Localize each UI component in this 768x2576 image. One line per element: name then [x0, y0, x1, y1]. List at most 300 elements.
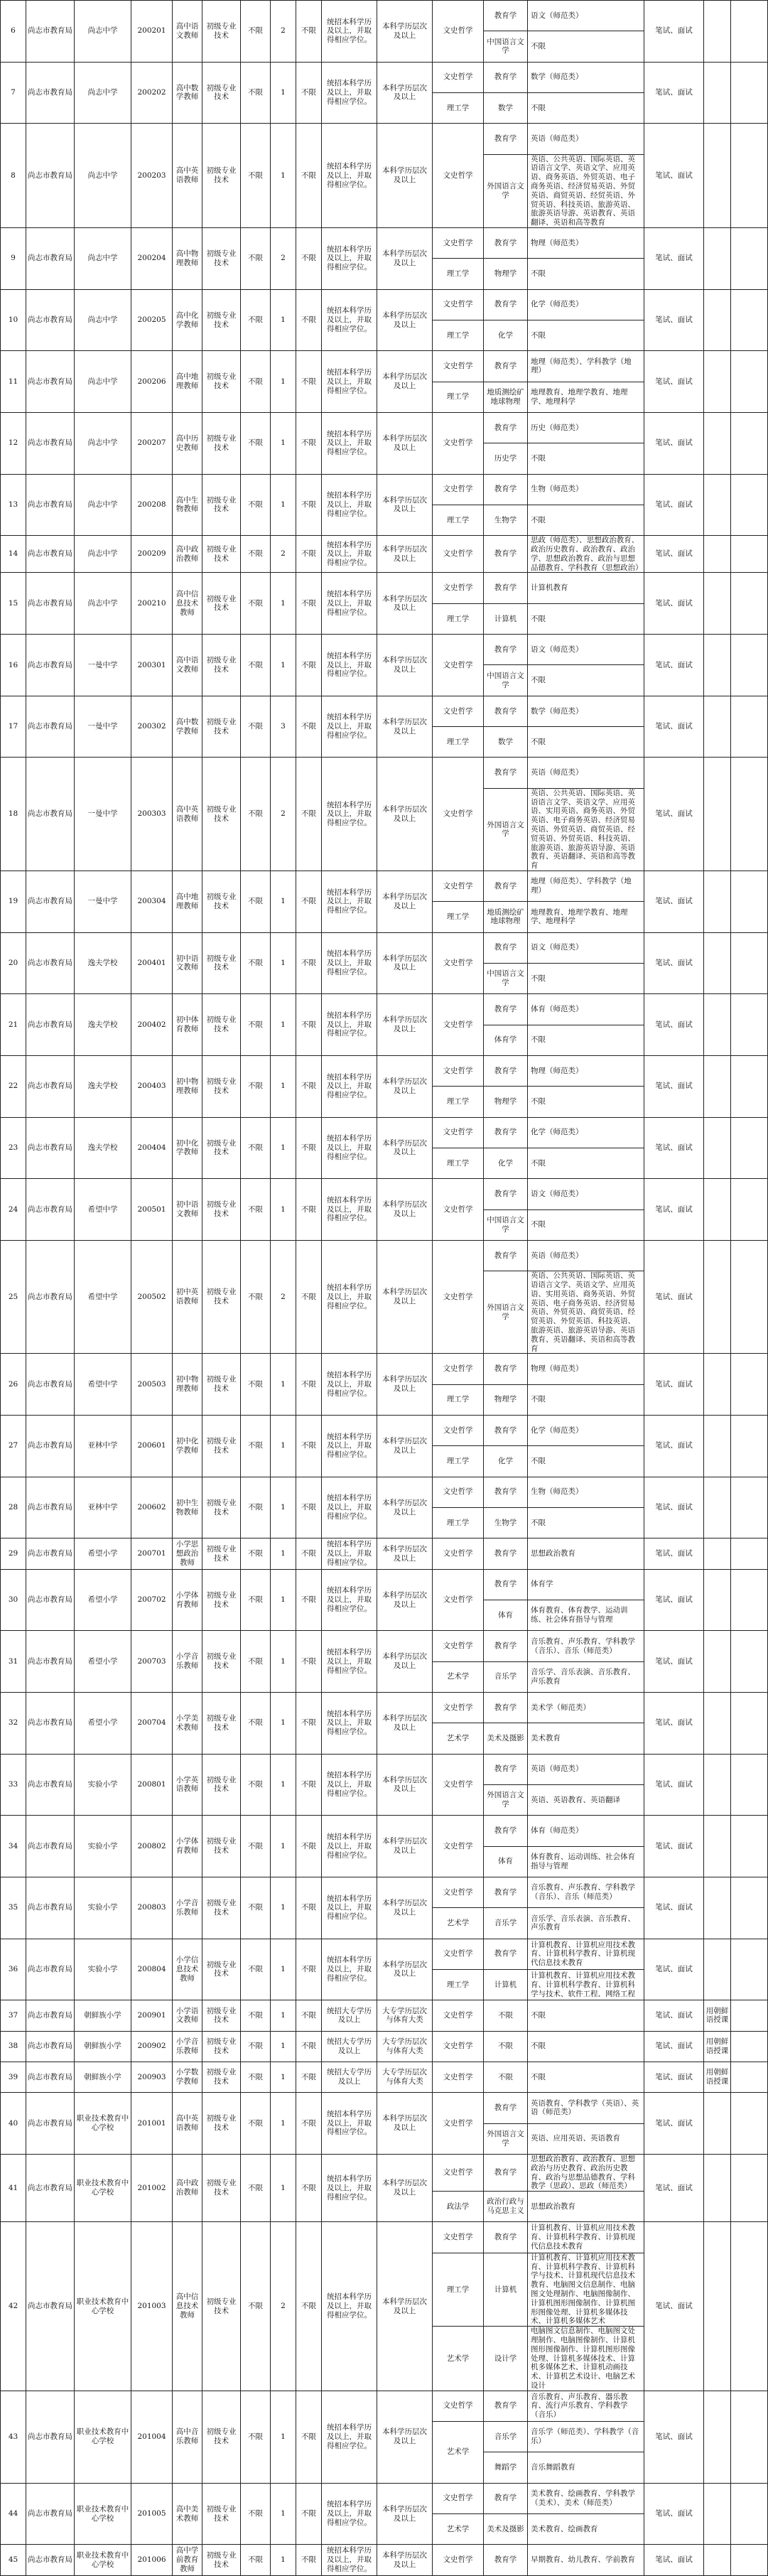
major-subcategory: 教育学 — [484, 932, 528, 963]
major-names: 英语、应用英语、英语教育 — [528, 2123, 644, 2154]
organization: 尚志市教育局 — [26, 2031, 75, 2062]
row-number: 38 — [1, 2031, 26, 2062]
recruit-count: 1 — [271, 1117, 296, 1179]
major-category: 文史哲学 — [433, 228, 484, 259]
row-number: 22 — [1, 1055, 26, 1117]
major-names: 不限 — [528, 443, 644, 474]
major-category: 文史哲学 — [433, 932, 484, 994]
table-row — [1, 124, 768, 154]
age-limit: 不限 — [241, 994, 271, 1056]
exam-method: 笔试、面试 — [644, 351, 704, 413]
major-category: 文史哲学 — [433, 2222, 484, 2253]
major-names: 音乐学、音乐表演、音乐教育、声乐教育 — [528, 1661, 644, 1692]
major-subcategory: 教育学 — [484, 871, 528, 901]
post-code: 200303 — [131, 758, 173, 871]
other-requirement — [704, 1240, 731, 1354]
school-name: 尚志中学 — [75, 62, 131, 124]
major-subcategory: 教育学 — [484, 1631, 528, 1661]
row-number: 24 — [1, 1179, 26, 1241]
blank-column — [731, 2483, 768, 2545]
other-requirement — [704, 2391, 731, 2483]
major-subcategory: 教育学 — [484, 351, 528, 382]
school-name: 朝鲜族小学 — [75, 2000, 131, 2031]
major-category: 文史哲学 — [433, 2545, 484, 2575]
major-names: 音乐教育、声乐教育、学科教学（音乐）、音乐（师范类） — [528, 1631, 644, 1661]
study-level: 本科学历层次及以上 — [377, 536, 433, 573]
major-names: 不限 — [528, 320, 644, 351]
major-category: 文史哲学 — [433, 1939, 484, 1969]
post-code: 200206 — [131, 351, 173, 413]
exam-method: 笔试、面试 — [644, 2222, 704, 2391]
table-row — [1, 994, 768, 1025]
major-names: 不限 — [528, 1148, 644, 1178]
blank-column — [731, 62, 768, 124]
exam-method: 笔试、面试 — [644, 1569, 704, 1631]
education-requirement: 统招本科学历及以上，并取得相应学位。 — [322, 228, 377, 290]
exam-method: 笔试、面试 — [644, 573, 704, 635]
age-limit: 不限 — [241, 1354, 271, 1416]
other-requirement — [704, 412, 731, 474]
table-row — [1, 474, 768, 505]
education-requirement: 统招本科学历及以上，并取得相应学位。 — [322, 2483, 377, 2545]
organization: 尚志市教育局 — [26, 1816, 75, 1877]
education-requirement: 统招本科学历及以上，并取得相应学位。 — [322, 1416, 377, 1477]
post-grade: 初级专业技术 — [202, 1416, 241, 1477]
exam-method: 笔试、面试 — [644, 1538, 704, 1569]
school-name: 希望小学 — [75, 1631, 131, 1693]
post-grade: 初级专业技术 — [202, 2154, 241, 2222]
age-limit: 不限 — [241, 1816, 271, 1877]
organization: 尚志市教育局 — [26, 412, 75, 474]
organization: 尚志市教育局 — [26, 1693, 75, 1755]
study-level: 大专学历层次与体育大类 — [377, 2062, 433, 2092]
organization: 尚志市教育局 — [26, 1569, 75, 1631]
blank-column — [731, 2154, 768, 2222]
other-requirement — [704, 2154, 731, 2222]
sex-limit: 不限 — [296, 1055, 322, 1117]
recruit-count: 1 — [271, 635, 296, 696]
school-name: 实验小学 — [75, 1754, 131, 1816]
recruit-count: 1 — [271, 1693, 296, 1755]
study-level: 本科学历层次及以上 — [377, 2545, 433, 2575]
post-code: 200402 — [131, 994, 173, 1056]
school-name: 希望中学 — [75, 1240, 131, 1354]
post-code: 200205 — [131, 289, 173, 351]
table-row — [1, 758, 768, 788]
age-limit: 不限 — [241, 758, 271, 871]
education-requirement: 统招本科学历及以上，并取得相应学位。 — [322, 412, 377, 474]
recruit-count: 1 — [271, 2483, 296, 2545]
sex-limit: 不限 — [296, 124, 322, 228]
sex-limit: 不限 — [296, 635, 322, 696]
row-number: 19 — [1, 871, 26, 932]
other-requirement: 用朝鲜语授课 — [704, 2031, 731, 2062]
age-limit: 不限 — [241, 1631, 271, 1693]
major-subcategory: 教育学 — [484, 1693, 528, 1723]
post-name: 小学体育教师 — [173, 1569, 202, 1631]
study-level: 大专学历层次与体育大类 — [377, 2000, 433, 2031]
recruit-count: 1 — [271, 1179, 296, 1241]
other-requirement — [704, 1538, 731, 1569]
sex-limit: 不限 — [296, 2062, 322, 2092]
post-grade: 初级专业技术 — [202, 2222, 241, 2391]
post-code: 200304 — [131, 871, 173, 932]
education-requirement: 统招本科学历及以上，并取得相应学位。 — [322, 62, 377, 124]
sex-limit: 不限 — [296, 1939, 322, 2000]
sex-limit: 不限 — [296, 62, 322, 124]
recruit-count: 1 — [271, 351, 296, 413]
major-names: 计算机教育、计算机应用技术教育、计算机科学教育、计算机科学与技术、软件工程、网络工程 — [528, 1969, 644, 2000]
blank-column — [731, 2000, 768, 2031]
row-number: 31 — [1, 1631, 26, 1693]
major-subcategory: 地质测绘矿地球物理 — [484, 902, 528, 932]
major-subcategory: 不限 — [484, 2031, 528, 2062]
sex-limit: 不限 — [296, 1631, 322, 1693]
major-names: 语文（师范类） — [528, 1179, 644, 1209]
recruit-count: 1 — [271, 2545, 296, 2575]
recruit-count: 1 — [271, 2000, 296, 2031]
other-requirement — [704, 1, 731, 63]
organization: 尚志市教育局 — [26, 2093, 75, 2155]
school-name: 朝鲜族小学 — [75, 2031, 131, 2062]
major-subcategory: 中国语言文学 — [484, 963, 528, 993]
major-subcategory: 教育学 — [484, 2483, 528, 2513]
major-subcategory: 物理学 — [484, 1384, 528, 1415]
major-category: 艺术学 — [433, 1723, 484, 1754]
major-names: 音乐教育、声乐教育、器乐教育、流行声乐教育、学科教学（音乐） — [528, 2391, 644, 2421]
major-subcategory: 数学 — [484, 727, 528, 758]
major-category: 文史哲学 — [433, 412, 484, 474]
major-category: 文史哲学 — [433, 2093, 484, 2155]
major-subcategory: 体育学 — [484, 1025, 528, 1055]
post-code: 200201 — [131, 1, 173, 63]
post-code: 200502 — [131, 1240, 173, 1354]
school-name: 尚志中学 — [75, 1, 131, 63]
organization: 尚志市教育局 — [26, 289, 75, 351]
organization: 尚志市教育局 — [26, 2062, 75, 2092]
age-limit: 不限 — [241, 2483, 271, 2545]
major-category: 理工学 — [433, 505, 484, 535]
blank-column — [731, 289, 768, 351]
row-number: 8 — [1, 124, 26, 228]
school-name: 职业技术教育中心学校 — [75, 2222, 131, 2391]
table-row — [1, 1055, 768, 1086]
major-names: 不限 — [528, 2031, 644, 2062]
school-name: 朝鲜族小学 — [75, 2062, 131, 2092]
major-names: 物理（师范类） — [528, 228, 644, 259]
post-code: 200802 — [131, 1816, 173, 1877]
sex-limit: 不限 — [296, 573, 322, 635]
organization: 尚志市教育局 — [26, 1939, 75, 2000]
major-subcategory: 教育学 — [484, 1538, 528, 1569]
age-limit: 不限 — [241, 696, 271, 758]
post-grade: 初级专业技术 — [202, 2391, 241, 2483]
exam-method: 笔试、面试 — [644, 1939, 704, 2000]
post-name: 高中数学教师 — [173, 696, 202, 758]
education-requirement: 统招本科学历及以上，并取得相应学位。 — [322, 1693, 377, 1755]
recruit-count: 1 — [271, 474, 296, 536]
major-names: 英语、英语教育、英语翻译 — [528, 1784, 644, 1815]
age-limit: 不限 — [241, 1240, 271, 1354]
organization: 尚志市教育局 — [26, 1416, 75, 1477]
major-subcategory: 教育学 — [484, 2222, 528, 2253]
major-subcategory: 教育学 — [484, 696, 528, 726]
post-grade: 初级专业技术 — [202, 1538, 241, 1569]
major-names: 化学（师范类） — [528, 1117, 644, 1148]
post-code: 201003 — [131, 2222, 173, 2391]
study-level: 本科学历层次及以上 — [377, 412, 433, 474]
post-code: 200403 — [131, 1055, 173, 1117]
major-names: 不限 — [528, 1025, 644, 1055]
major-category: 文史哲学 — [433, 2391, 484, 2421]
recruit-count: 1 — [271, 2391, 296, 2483]
major-names: 化学（师范类） — [528, 1416, 644, 1446]
major-subcategory: 美术及摄影 — [484, 1723, 528, 1754]
table-row — [1, 1538, 768, 1569]
post-grade: 初级专业技术 — [202, 573, 241, 635]
table-row — [1, 1816, 768, 1846]
major-category: 理工学 — [433, 92, 484, 123]
exam-method: 笔试、面试 — [644, 412, 704, 474]
sex-limit: 不限 — [296, 351, 322, 413]
blank-column — [731, 2222, 768, 2391]
organization: 尚志市教育局 — [26, 228, 75, 290]
blank-column — [731, 474, 768, 536]
major-category: 文史哲学 — [433, 1477, 484, 1507]
school-name: 尚志中学 — [75, 124, 131, 228]
education-requirement: 统招本科学历及以上，并取得相应学位。 — [322, 573, 377, 635]
exam-method: 笔试、面试 — [644, 536, 704, 573]
organization: 尚志市教育局 — [26, 573, 75, 635]
row-number: 6 — [1, 1, 26, 63]
post-name: 初中物理教师 — [173, 1055, 202, 1117]
table-row — [1, 412, 768, 443]
exam-method: 笔试、面试 — [644, 2062, 704, 2092]
exam-method: 笔试、面试 — [644, 696, 704, 758]
sex-limit: 不限 — [296, 2031, 322, 2062]
other-requirement — [704, 289, 731, 351]
major-category: 艺术学 — [433, 1908, 484, 1939]
education-requirement: 统招本科学历及以上，并取得相应学位。 — [322, 1055, 377, 1117]
age-limit: 不限 — [241, 932, 271, 994]
major-names: 音乐教育、声乐教育、学科教学（音乐）、音乐（师范类） — [528, 1877, 644, 1907]
recruit-count: 1 — [271, 2062, 296, 2092]
recruit-count: 1 — [271, 2154, 296, 2222]
school-name: 一曼中学 — [75, 635, 131, 696]
major-subcategory: 中国语言文学 — [484, 31, 528, 62]
age-limit: 不限 — [241, 1538, 271, 1569]
study-level: 本科学历层次及以上 — [377, 1816, 433, 1877]
other-requirement — [704, 573, 731, 635]
major-subcategory: 历史学 — [484, 443, 528, 474]
post-code: 200702 — [131, 1569, 173, 1631]
exam-method: 笔试、面试 — [644, 1631, 704, 1693]
major-names: 体育（师范类） — [528, 1816, 644, 1846]
education-requirement: 统招本科学历及以上，并取得相应学位。 — [322, 351, 377, 413]
post-grade: 初级专业技术 — [202, 932, 241, 994]
row-number: 13 — [1, 474, 26, 536]
post-grade: 初级专业技术 — [202, 1354, 241, 1416]
sex-limit: 不限 — [296, 2483, 322, 2545]
major-names: 英语（师范类） — [528, 758, 644, 788]
sex-limit: 不限 — [296, 1754, 322, 1816]
blank-column — [731, 635, 768, 696]
education-requirement: 统招本科学历及以上，并取得相应学位。 — [322, 2154, 377, 2222]
table-row — [1, 932, 768, 963]
school-name: 尚志中学 — [75, 289, 131, 351]
other-requirement — [704, 1055, 731, 1117]
school-name: 一曼中学 — [75, 758, 131, 871]
education-requirement: 统招大专学历及以上 — [322, 2062, 377, 2092]
blank-column — [731, 1055, 768, 1117]
row-number: 26 — [1, 1354, 26, 1416]
organization: 尚志市教育局 — [26, 474, 75, 536]
major-names: 早期教育、幼儿教育、学前教育 — [528, 2545, 644, 2575]
blank-column — [731, 2031, 768, 2062]
study-level: 本科学历层次及以上 — [377, 1179, 433, 1241]
age-limit: 不限 — [241, 1754, 271, 1816]
school-name: 职业技术教育中心学校 — [75, 2545, 131, 2575]
blank-column — [731, 994, 768, 1056]
major-subcategory: 计算机 — [484, 1969, 528, 2000]
major-subcategory: 教育学 — [484, 1816, 528, 1846]
major-category: 文史哲学 — [433, 1, 484, 63]
study-level: 本科学历层次及以上 — [377, 1754, 433, 1816]
blank-column — [731, 1816, 768, 1877]
major-category: 文史哲学 — [433, 1416, 484, 1446]
major-subcategory: 生物学 — [484, 1508, 528, 1538]
major-subcategory: 教育学 — [484, 2391, 528, 2421]
study-level: 本科学历层次及以上 — [377, 573, 433, 635]
age-limit: 不限 — [241, 2093, 271, 2155]
post-code: 200302 — [131, 696, 173, 758]
age-limit: 不限 — [241, 474, 271, 536]
major-names: 音乐学（师范类）、学科教学（音乐） — [528, 2422, 644, 2452]
post-grade: 初级专业技术 — [202, 124, 241, 228]
major-names: 地理教育、地理学教育、地理学、地理科学 — [528, 902, 644, 932]
major-subcategory: 教育学 — [484, 124, 528, 154]
post-name: 高中语文教师 — [173, 1, 202, 63]
post-grade: 初级专业技术 — [202, 474, 241, 536]
row-number: 21 — [1, 994, 26, 1056]
recruit-count: 1 — [271, 124, 296, 228]
exam-method: 笔试、面试 — [644, 871, 704, 932]
organization: 尚志市教育局 — [26, 994, 75, 1056]
blank-column — [731, 2093, 768, 2155]
exam-method: 笔试、面试 — [644, 1240, 704, 1354]
post-code: 200208 — [131, 474, 173, 536]
recruit-count: 1 — [271, 932, 296, 994]
organization: 尚志市教育局 — [26, 932, 75, 994]
post-grade: 初级专业技术 — [202, 1, 241, 63]
education-requirement: 统招本科学历及以上，并取得相应学位。 — [322, 2391, 377, 2483]
age-limit: 不限 — [241, 2062, 271, 2092]
major-names: 语文（师范类） — [528, 932, 644, 963]
other-requirement — [704, 994, 731, 1056]
post-grade: 初级专业技术 — [202, 1117, 241, 1179]
major-subcategory: 教育学 — [484, 2093, 528, 2123]
age-limit: 不限 — [241, 1055, 271, 1117]
post-code: 201005 — [131, 2483, 173, 2545]
blank-column — [731, 1754, 768, 1816]
post-code: 200601 — [131, 1416, 173, 1477]
education-requirement: 统招本科学历及以上，并取得相应学位。 — [322, 1877, 377, 1939]
blank-column — [731, 1354, 768, 1416]
age-limit: 不限 — [241, 62, 271, 124]
row-number: 41 — [1, 2154, 26, 2222]
study-level: 本科学历层次及以上 — [377, 1538, 433, 1569]
major-subcategory: 教育学 — [484, 1354, 528, 1384]
age-limit: 不限 — [241, 2154, 271, 2222]
other-requirement — [704, 1477, 731, 1538]
sex-limit: 不限 — [296, 1477, 322, 1538]
education-requirement: 统招本科学历及以上，并取得相应学位。 — [322, 536, 377, 573]
table-row — [1, 573, 768, 603]
age-limit: 不限 — [241, 1477, 271, 1538]
sex-limit: 不限 — [296, 994, 322, 1056]
major-category: 理工学 — [433, 382, 484, 412]
age-limit: 不限 — [241, 635, 271, 696]
age-limit: 不限 — [241, 1, 271, 63]
sex-limit: 不限 — [296, 1179, 322, 1241]
exam-method: 笔试、面试 — [644, 1055, 704, 1117]
blank-column — [731, 696, 768, 758]
post-code: 200204 — [131, 228, 173, 290]
study-level: 本科学历层次及以上 — [377, 2391, 433, 2483]
post-name: 小学美术教师 — [173, 1693, 202, 1755]
age-limit: 不限 — [241, 1877, 271, 1939]
recruit-count: 1 — [271, 2031, 296, 2062]
post-name: 初中体育教师 — [173, 994, 202, 1056]
post-grade: 初级专业技术 — [202, 1569, 241, 1631]
major-subcategory: 音乐学 — [484, 1908, 528, 1939]
blank-column — [731, 351, 768, 413]
study-level: 本科学历层次及以上 — [377, 2222, 433, 2391]
table-row — [1, 2483, 768, 2513]
post-name: 高中政治教师 — [173, 536, 202, 573]
exam-method: 笔试、面试 — [644, 1693, 704, 1755]
school-name: 尚志中学 — [75, 412, 131, 474]
row-number: 11 — [1, 351, 26, 413]
post-code: 200203 — [131, 124, 173, 228]
major-category: 文史哲学 — [433, 536, 484, 573]
post-code: 200202 — [131, 62, 173, 124]
school-name: 希望小学 — [75, 1693, 131, 1755]
major-names: 地理（师范类）、学科教学（地理） — [528, 871, 644, 901]
other-requirement — [704, 1816, 731, 1877]
major-subcategory: 数学 — [484, 92, 528, 123]
school-name: 尚志中学 — [75, 536, 131, 573]
education-requirement: 统招本科学历及以上，并取得相应学位。 — [322, 1179, 377, 1241]
major-subcategory: 外国语言文学 — [484, 2123, 528, 2154]
organization: 尚志市教育局 — [26, 2154, 75, 2222]
sex-limit: 不限 — [296, 412, 322, 474]
study-level: 本科学历层次及以上 — [377, 1631, 433, 1693]
other-requirement — [704, 1416, 731, 1477]
sex-limit: 不限 — [296, 2391, 322, 2483]
major-subcategory: 体育 — [484, 1846, 528, 1877]
post-name: 高中地理教师 — [173, 351, 202, 413]
table-row — [1, 2154, 768, 2191]
major-names: 计算机教育、计算机应用技术教育、计算机科学教育、计算机现代信息技术教育 — [528, 2222, 644, 2253]
major-names: 英语、公共英语、国际英语、英语语言文学、英语文学、应用英语、实用英语、商务英语、外贸英语、电子商务英语、经济贸易英语、外贸英语、商贸英语、经贸英语、外贸英语、科技英语、旅游英语、旅游英语导游、英语教育、英语翻译、英语和高等教育 — [528, 788, 644, 871]
post-name: 高中生物教师 — [173, 474, 202, 536]
table-row — [1, 1631, 768, 1661]
other-requirement — [704, 124, 731, 228]
recruit-count: 1 — [271, 1631, 296, 1693]
post-name: 高中信息技术教师 — [173, 573, 202, 635]
sex-limit: 不限 — [296, 696, 322, 758]
